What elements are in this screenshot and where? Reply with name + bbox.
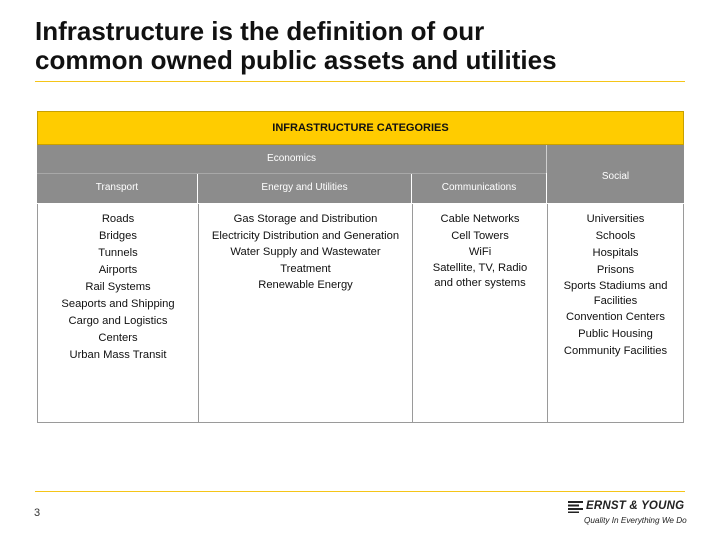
list-item: Cell Towers (451, 229, 509, 242)
ernst-young-logo (568, 500, 688, 530)
logo-name: ERNST & YOUNG (586, 500, 685, 512)
list-item: Bridges (99, 230, 137, 242)
table-header: INFRASTRUCTURE CATEGORIES (37, 111, 684, 145)
page-number: 3 (34, 507, 41, 519)
list-item: Convention Centers (566, 311, 665, 323)
transport-column (37, 204, 198, 423)
list-item: Schools (595, 230, 636, 242)
list-item: WiFi (468, 246, 492, 258)
table-bottom-border (37, 422, 684, 423)
ernst-young-logo-mark-icon (568, 501, 583, 513)
list-item: Community Facilities (563, 345, 668, 357)
list-item: Prisons (596, 264, 635, 276)
list-item: Renewable Energy (258, 279, 353, 291)
list-item: Hospitals (592, 247, 639, 259)
list-item: Airports (98, 264, 138, 276)
list-item: Seaports and Shipping (61, 298, 175, 310)
social-group-header: Social (547, 145, 684, 208)
list-item: Public Housing (578, 328, 653, 340)
list-item: Sports Stadiums and Facilities (563, 280, 668, 307)
list-item: Rail Systems (85, 281, 151, 293)
communications-column (412, 204, 547, 423)
list-item: Tunnels (98, 247, 138, 259)
list-item: Urban Mass Transit (69, 349, 167, 361)
column-header-energy: Energy and Utilities (198, 174, 411, 203)
column-header-communications: Communications (412, 174, 546, 203)
list-item: Cable Networks (440, 213, 520, 225)
title-divider (35, 81, 685, 82)
economics-group-header: Economics (37, 145, 547, 173)
social-column (547, 204, 684, 423)
list-item: Gas Storage and Distribution (233, 213, 378, 225)
logo-tagline: Quality In Everything We Do (584, 516, 687, 525)
slide-title (35, 17, 695, 75)
list-item: Cargo and Logistics Centers (68, 315, 168, 344)
list-item: Satellite, TV, Radio and other systems (432, 261, 528, 289)
column-header-transport: Transport (37, 174, 197, 203)
energy-utilities-column (198, 204, 412, 423)
list-item: Universities (586, 213, 645, 225)
list-item: Roads (101, 213, 135, 225)
slide-title-line-1: Infrastructure is the definition of our (35, 16, 485, 46)
slide-title-line-2: common owned public assets and utilities (35, 45, 557, 75)
list-item: Electricity Distribution and Generation (211, 229, 400, 242)
footer-divider (35, 491, 685, 492)
infrastructure-categories-table (37, 111, 684, 423)
list-item: Water Supply and Wastewater Treatment (230, 246, 381, 275)
